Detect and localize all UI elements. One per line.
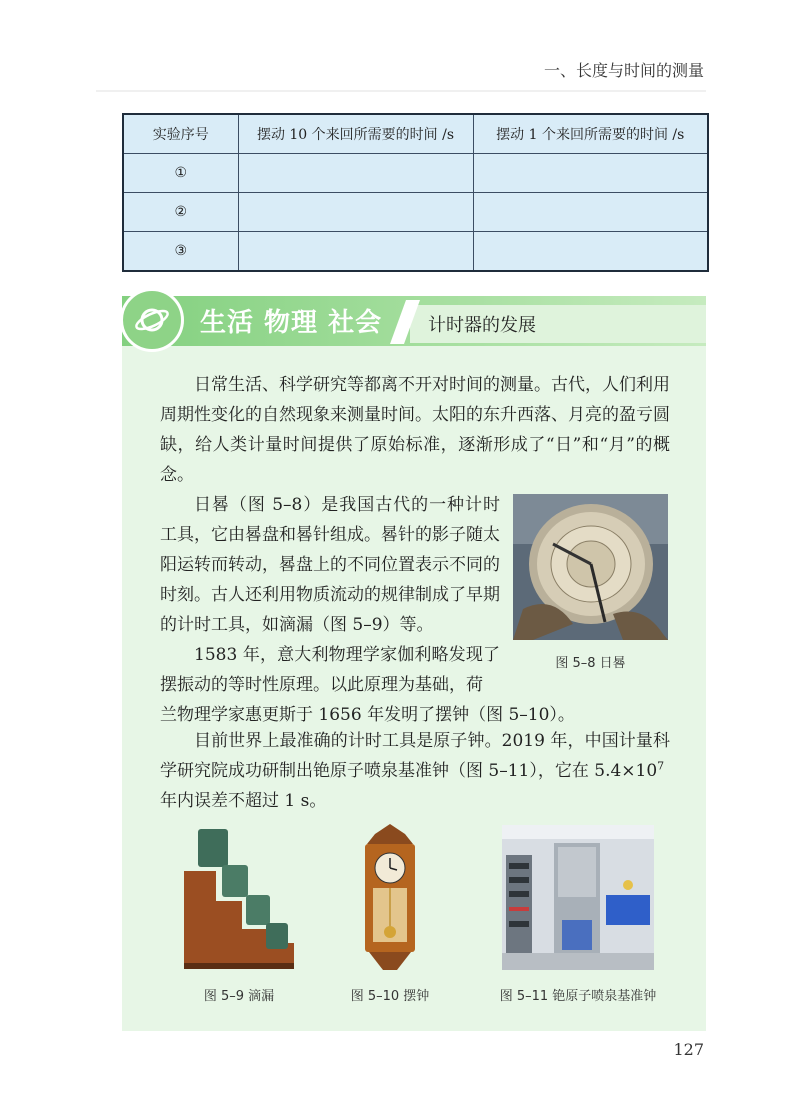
page-number: 127	[673, 1040, 704, 1059]
chapter-title: 一、长度与时间的测量	[543, 61, 704, 80]
section-subtitle: 计时器的发展	[428, 315, 536, 336]
paragraph-pendulum-cont: 兰物理学家惠更斯于 1656 年发明了摆钟（图 5–10）。	[160, 705, 575, 725]
header-divider	[96, 90, 706, 92]
experiment-table	[122, 113, 709, 272]
paragraph-atomic-clock	[160, 726, 670, 816]
atomic-text-b: 年内误差不超过 1 s。	[160, 791, 327, 811]
sundial-image	[513, 494, 668, 640]
table-cell	[473, 232, 708, 272]
figure-caption: 图 5–9 滴漏	[203, 989, 275, 1004]
planet-icon	[120, 288, 184, 352]
figure-caption: 图 5–10 摆钟	[350, 989, 430, 1004]
paragraph-sundial: 日晷（图 5–8）是我国古代的一种计时工具，它由晷盘和晷针组成。晷针的影子随太阳运转而转动，晷盘上的不同位置表示不同的时刻。古人还利用物质流动的规律制成了早期的计时工具，如滴漏（图 5–9）等。	[160, 495, 500, 635]
table-header-cell: 实验序号	[123, 114, 238, 154]
table-cell	[473, 154, 708, 193]
table-row	[123, 232, 708, 272]
section-title: 生活 物理 社会	[200, 308, 383, 338]
table-cell: ②	[123, 193, 238, 232]
paragraph-pendulum: 1583 年，意大利物理学家伽利略发现了摆振动的等时性原理。以此原理为基础，荷	[160, 645, 500, 695]
table-row	[123, 193, 708, 232]
table-cell	[238, 193, 473, 232]
figure-caption: 图 5–11 铯原子喷泉基准钟	[499, 989, 657, 1004]
table-row	[123, 154, 708, 193]
paragraph-intro: 日常生活、科学研究等都离不开对时间的测量。古代，人们利用周期性变化的自然现象来测量时间。太阳的东升西落、月亮的盈亏圆缺，给人类计量时间提供了原始标准，逐渐形成了“日”和“月”的概念。	[160, 375, 670, 485]
table-cell: ③	[123, 232, 238, 272]
table-cell: ①	[123, 154, 238, 193]
atomic-text-a: 目前世界上最准确的计时工具是原子钟。2019 年，中国计量科学研究院成功研制出铯原子喷泉基准钟（图 5–11），它在 5.4×10	[160, 731, 670, 781]
atomic-clock-image	[502, 825, 654, 970]
exponent: 7	[657, 759, 665, 773]
table-cell	[473, 193, 708, 232]
table-header-row	[123, 114, 708, 154]
pendulum-clock-image	[355, 822, 425, 972]
table-header-cell: 摆动 1 个来回所需要的时间 /s	[473, 114, 708, 154]
table-cell	[238, 154, 473, 193]
water-clock-image	[180, 825, 298, 970]
table-header-cell: 摆动 10 个来回所需要的时间 /s	[238, 114, 473, 154]
table-cell	[238, 232, 473, 272]
figure-caption: 图 5–8 日晷	[555, 656, 626, 671]
